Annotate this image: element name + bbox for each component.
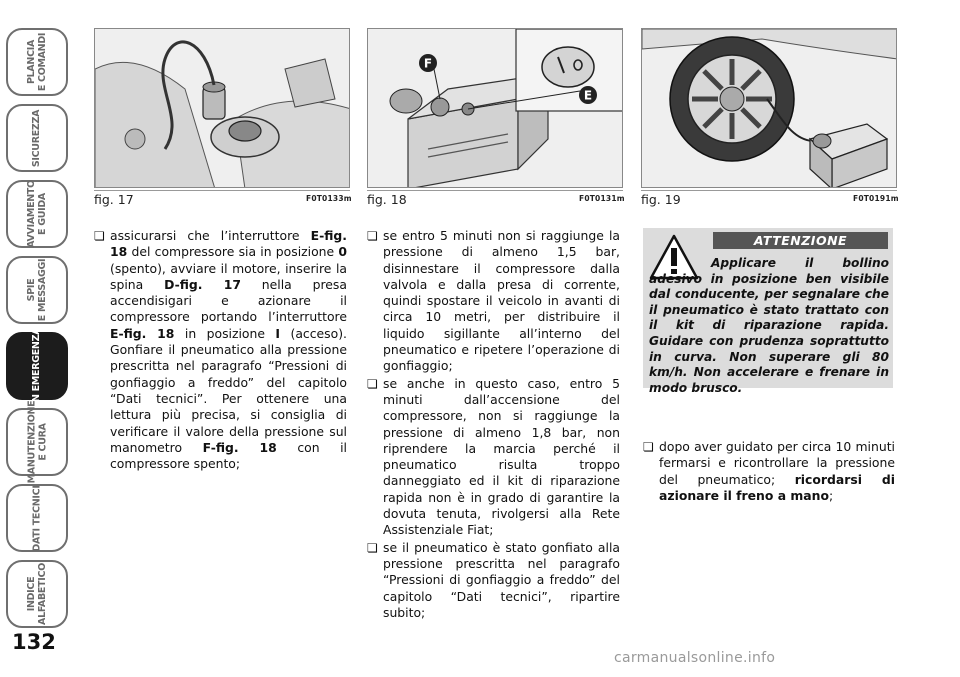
caption-rule <box>367 190 623 191</box>
tab-avviamento-e-guida[interactable] <box>6 180 68 248</box>
tab-label: AVVIAMENTO E GUIDA <box>26 180 48 248</box>
callout-e: E <box>583 88 593 103</box>
figure-18-illustration <box>367 28 623 188</box>
list-item: ❏ se il pneumatico è stato gonfiato alla pressione prescritta nel paragrafo “Pressioni di gonfiaggio a freddo” del capitolo “Dati tecnici”, ripartire subito; <box>367 540 620 621</box>
caption-rule <box>94 190 350 191</box>
text-column-2 <box>367 228 620 622</box>
figure-17-code: F0T0133m <box>306 194 352 203</box>
list-item: ❏ se entro 5 minuti non si raggiunge la pressione di almeno 1,5 bar, disinnestare il compressore dalla valvola e dalla presa di corrente, quindi spostare il veicolo in avanti di circa 10 metri, per distribuire il liquido sigillante all’interno del pneumatico e ripetere l’operazione di gonfiaggio; <box>367 228 620 375</box>
figure-17-caption: fig. 17 <box>94 192 134 207</box>
tab-label: MANUTENZIONE E CURA <box>26 400 49 484</box>
warning-title: ATTENZIONE <box>713 232 888 249</box>
tab-label: INDICE ALFABETICO <box>26 563 49 625</box>
tab-label: SICUREZZA <box>31 109 43 167</box>
tab-label: IN EMERGENZA <box>31 327 43 405</box>
figure-19-caption: fig. 19 <box>641 192 681 207</box>
warning-text: Applicare il bollino adesivo in posizione ben visibile dal conducente, per segnalare che il pneumatico è stato trattato con il kit di riparazione rapida. Guidare con prudenza soprattutto in curva. Non superare gli 80 km/h. Non accelerare e frenare in modo brusco. <box>649 256 889 395</box>
text-column-1 <box>94 228 347 473</box>
tab-label: DATI TECNICI <box>31 484 43 552</box>
warning-box <box>643 228 893 395</box>
figure-18-code: F0T0131m <box>579 194 625 203</box>
list-item: ❏ se anche in questo caso, entro 5 minuti dall’accensione del compressore, non si raggiunge la pressione di almeno 1,8 bar, non riprendere la marcia perché il pneumatico risulta troppo danneggiato ed il kit di riparazione rapida non è in grado di garantire la dovuta tenuta, rivolgersi alla Rete Assistenziale Fiat; <box>367 376 620 539</box>
watermark: carmanualsonline.info <box>614 650 776 666</box>
tab-in-emergenza[interactable] <box>6 327 68 405</box>
list-item: ❏ dopo aver guidato per circa 10 minuti fermarsi e ricontrollare la pressione del pneumatico; ricordarsi di azionare il freno a mano; <box>643 439 895 504</box>
figure-18-caption: fig. 18 <box>367 192 407 207</box>
tab-spie-e-messaggi[interactable] <box>6 256 68 324</box>
caption-rule <box>641 190 897 191</box>
tab-indice-alfabetico[interactable] <box>6 560 68 628</box>
text-column-3 <box>643 439 895 505</box>
page-number: 132 <box>12 630 56 654</box>
tab-plancia-e-comandi[interactable] <box>6 28 68 96</box>
list-item: ❏ assicurarsi che l’interruttore E-fig. 18 del compressore sia in posizione 0 (spento), avviare il motore, inserire la spina D-fig. 17 nella presa accendisigari e azionare il compressore portando l’interruttore E-fig. 18 in posizione I (acceso). Gonfiare il pneumatico alla pressione prescritta nel paragrafo “Pressioni di gonfiaggio a freddo” del capitolo “Dati tecnici”. Per ottenere una lettura più precisa, si consiglia di verificare il valore della pressione sul manometro F-fig. 18 con il compressore spento; <box>94 228 347 472</box>
tab-manutenzione-e-cura[interactable] <box>6 400 68 484</box>
tab-label: SPIE E MESSAGGI <box>26 258 49 322</box>
callout-f: F <box>423 56 433 71</box>
figure-17-illustration <box>94 28 350 188</box>
tab-sicurezza[interactable] <box>6 104 68 172</box>
tab-dati-tecnici[interactable] <box>6 484 68 552</box>
chapter-tabs <box>0 0 74 677</box>
tab-label: PLANCIA E COMANDI <box>26 32 49 92</box>
figure-19-illustration <box>641 28 897 188</box>
figure-19-code: F0T0191m <box>853 194 899 203</box>
